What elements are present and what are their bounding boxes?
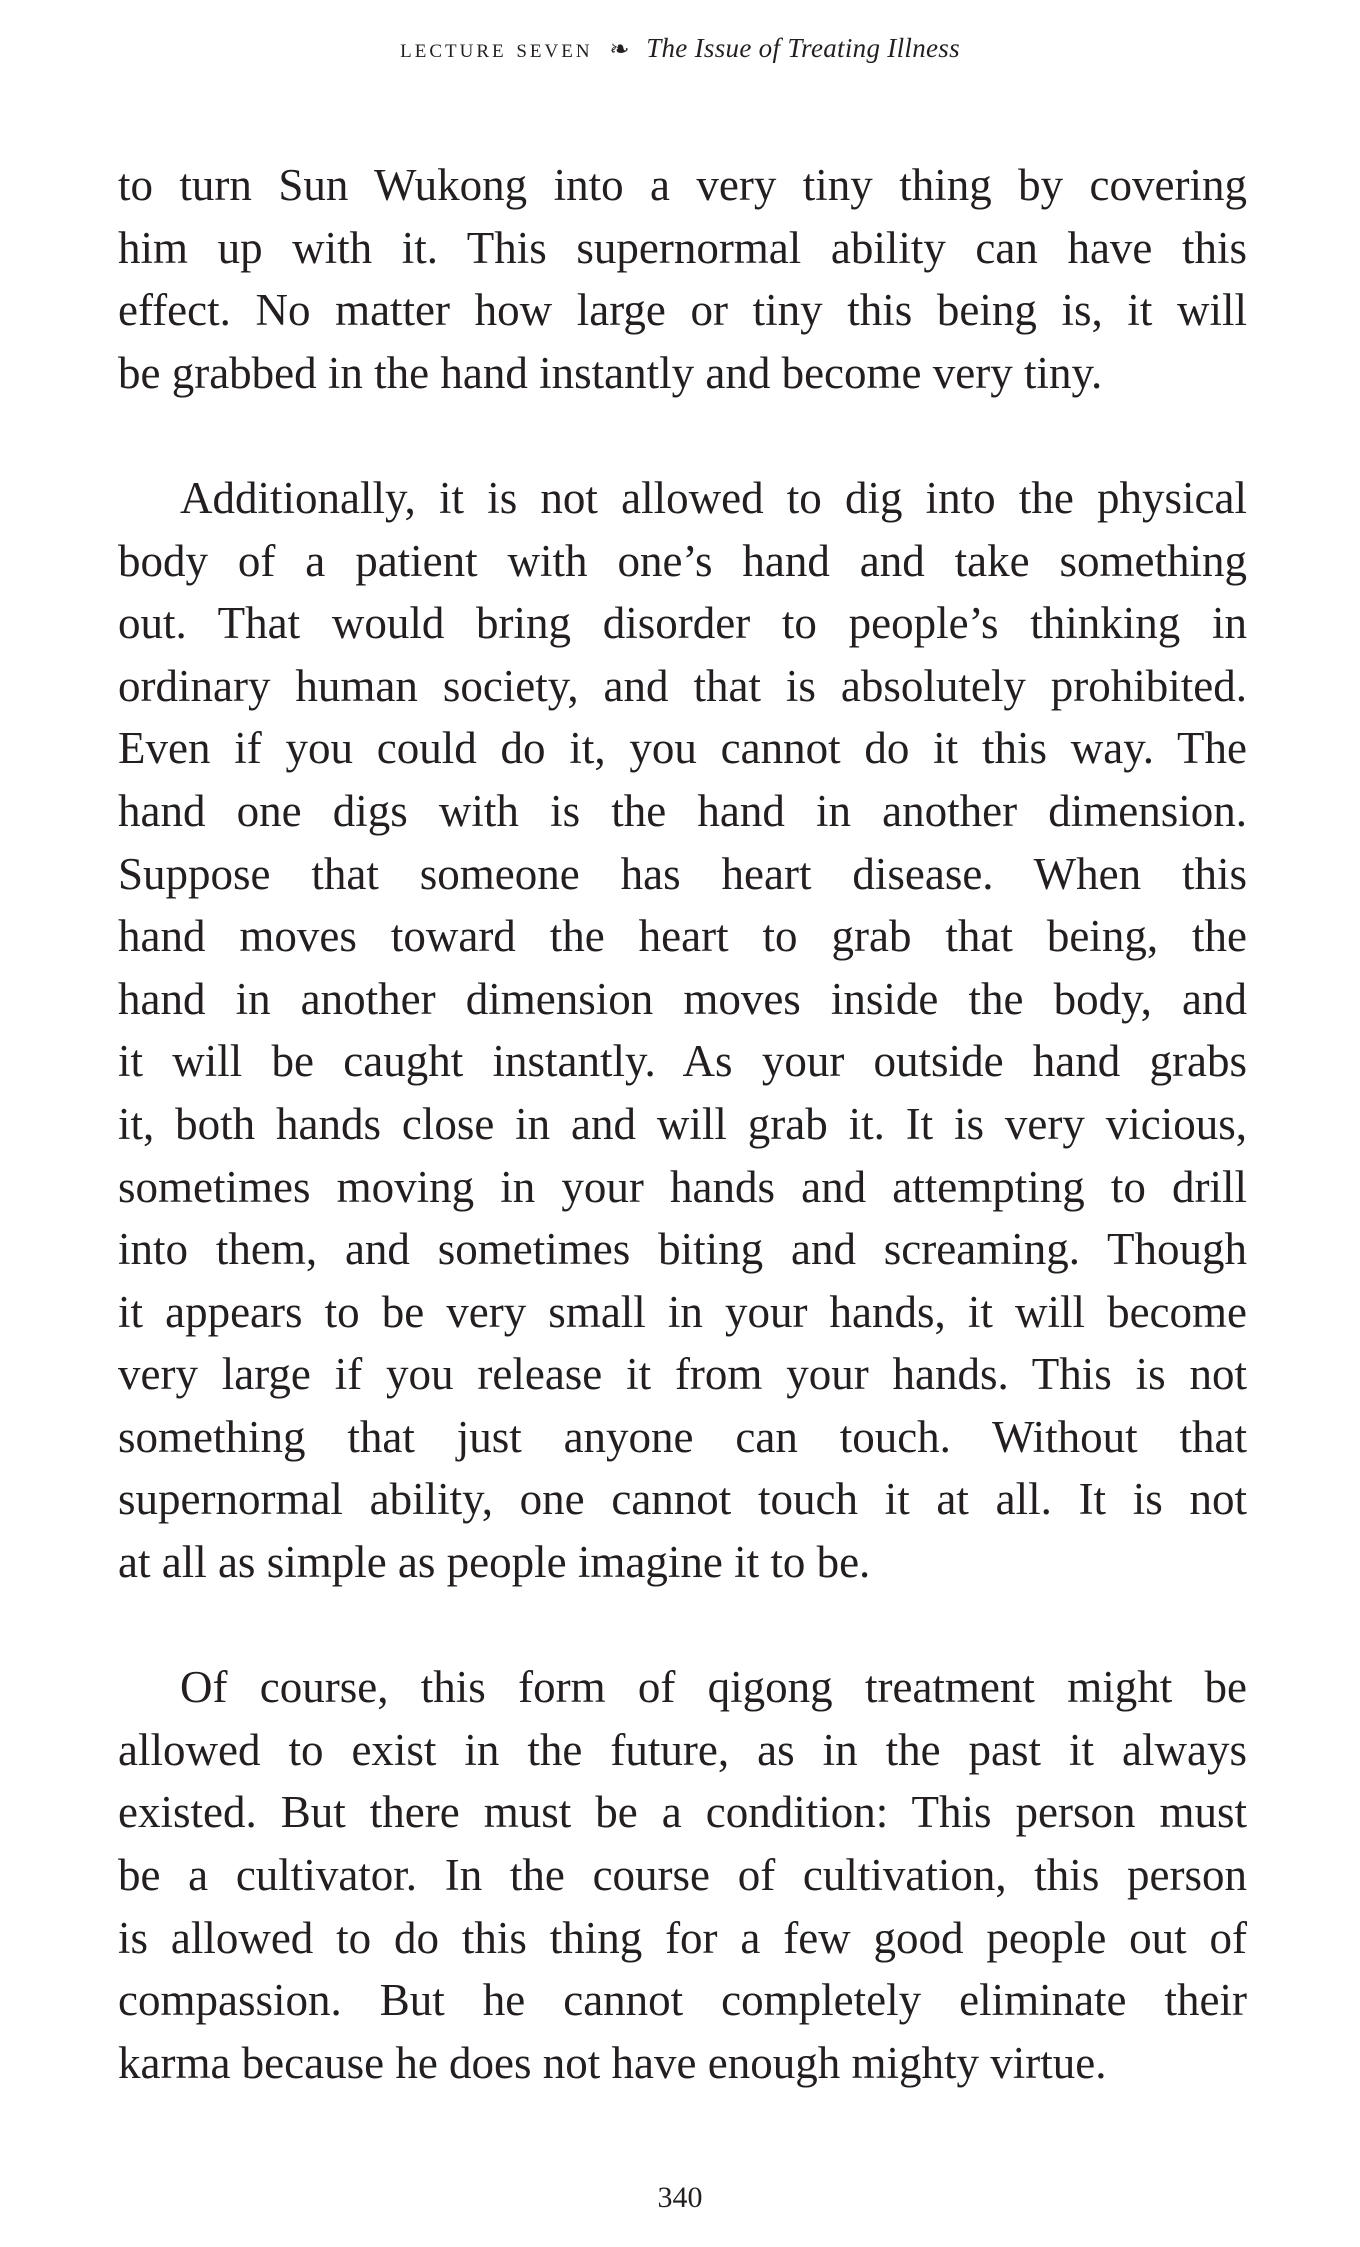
text-line: something that just anyone can touch. Without that: [118, 1411, 1247, 1462]
text-line: be a cultivator. In the course of cultivation, this person: [118, 1850, 1247, 1901]
text-line: hand moves toward the heart to grab that being, the: [118, 911, 1247, 962]
text-line: to turn Sun Wukong into a very tiny thing by covering: [118, 160, 1247, 210]
running-head: [0, 28, 1360, 70]
text-line: is allowed to do this thing for a few good people out of: [118, 1912, 1247, 1963]
chapter-title: The Issue of Treating Illness: [646, 33, 960, 63]
paragraph-gap: [118, 1594, 1247, 1657]
text-line: Of course, this form of qigong treatment might be: [180, 1662, 1247, 1713]
text-line: it, both hands close in and will grab it. It is very vicious,: [118, 1098, 1247, 1149]
text-line: into them, and sometimes biting and screaming. Though: [118, 1224, 1247, 1275]
text-line: hand in another dimension moves inside the body, and: [118, 973, 1247, 1024]
text-line: be grabbed in the hand instantly and become very tiny.: [118, 347, 1103, 398]
text-line: out. That would bring disorder to people’s thinking in: [118, 598, 1247, 649]
paragraph: [118, 154, 1247, 404]
text-line: hand one digs with is the hand in another dimension.: [118, 785, 1247, 836]
text-line: ordinary human society, and that is absolutely prohibited.: [118, 660, 1247, 711]
text-line: effect. No matter how large or tiny this being is, it will: [118, 285, 1247, 336]
leaf-ornament-icon: ❧: [609, 37, 630, 63]
paragraph: [118, 467, 1247, 1594]
text-line: sometimes moving in your hands and attempting to drill: [118, 1161, 1247, 1212]
text-line: supernormal ability, one cannot touch it at all. It is not: [118, 1474, 1247, 1525]
paragraph: [118, 1656, 1247, 2094]
text-line: karma because he does not have enough mighty virtue.: [118, 2037, 1107, 2088]
text-line: Suppose that someone has heart disease. When this: [118, 848, 1247, 899]
text-line: existed. But there must be a condition: This person must: [118, 1787, 1247, 1838]
text-line: Additionally, it is not allowed to dig into the physical: [180, 472, 1247, 523]
text-line: Even if you could do it, you cannot do it this way. The: [118, 723, 1247, 774]
paragraph-gap: [118, 404, 1247, 467]
text-line: very large if you release it from your hands. This is not: [118, 1349, 1247, 1400]
text-line: it will be caught instantly. As your outside hand grabs: [118, 1036, 1247, 1087]
body-text: [118, 154, 1247, 2094]
page-number: 340: [657, 2181, 703, 2214]
text-line: compassion. But he cannot completely eliminate their: [118, 1975, 1247, 2026]
text-line: body of a patient with one’s hand and take something: [118, 535, 1247, 586]
text-line: it appears to be very small in your hands, it will become: [118, 1286, 1247, 1337]
text-line: allowed to exist in the future, as in the past it always: [118, 1724, 1247, 1775]
lecture-label: lecture seven: [400, 33, 593, 63]
text-line: him up with it. This supernormal ability can have this: [118, 222, 1247, 273]
text-line: at all as simple as people imagine it to be.: [118, 1537, 871, 1588]
